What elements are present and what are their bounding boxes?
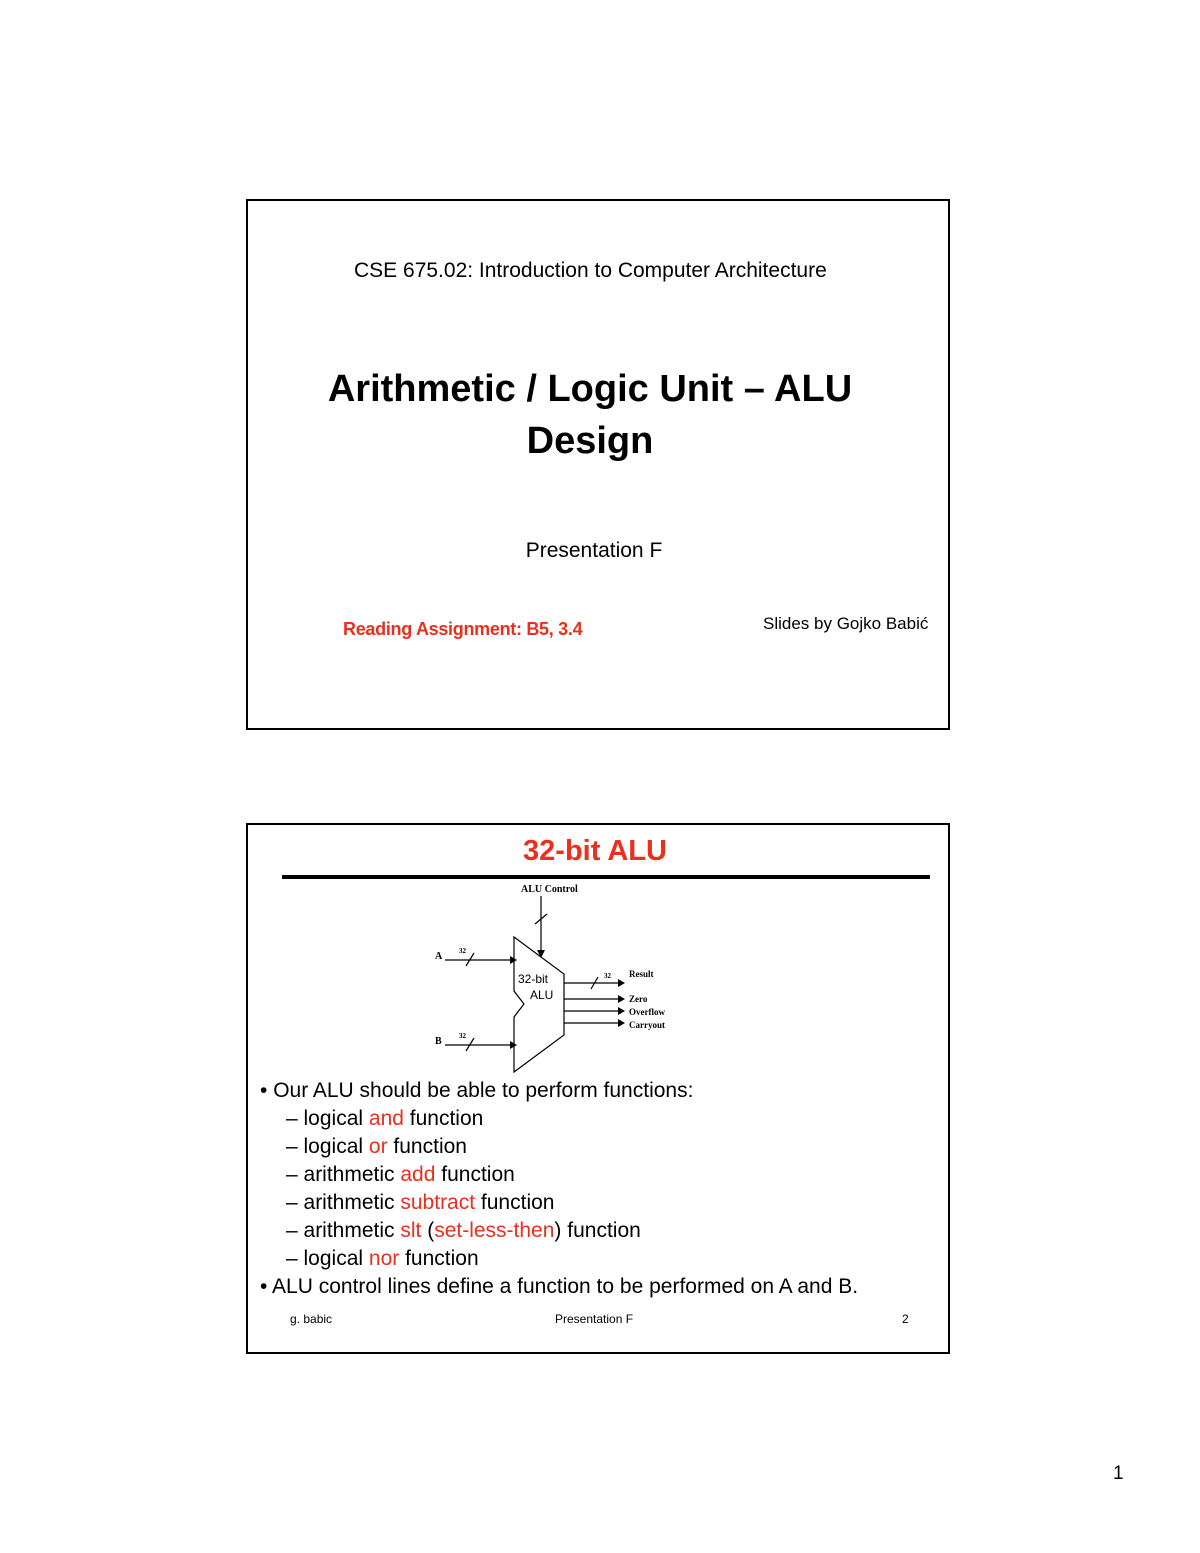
presentation-label: Presentation F [525,539,663,562]
input-b-width: 32 [459,1032,466,1040]
title-rule [282,875,930,879]
alu-label-line-1: 32-bit [518,972,549,986]
list-item: – logical or function [286,1135,467,1158]
result-width: 32 [604,972,611,980]
footer-author: g. babic [290,1312,333,1326]
alu-diagram [418,880,718,1075]
output-zero-label: Zero [629,994,648,1004]
list-item: – logical and function [286,1107,484,1130]
footer-title: Presentation F [555,1312,634,1326]
page-number: 1 [1113,1463,1124,1484]
title-slide [246,199,950,730]
input-a-width: 32 [459,947,466,955]
footer-slide-number: 2 [902,1312,909,1326]
control-label: ALU Control [521,884,578,895]
reading-assignment: Reading Assignment: B5, 3.4 [343,619,583,639]
alu-label-line-2: ALU [530,988,554,1002]
slide-title: 32-bit ALU [523,835,667,867]
author-credit: Slides by Gojko Babić [763,614,929,633]
list-item: – logical nor function [286,1247,479,1270]
title-line-2: Design [526,420,654,462]
alu-shape [514,937,564,1072]
list-item: – arithmetic subtract function [286,1191,555,1214]
bullet-functions: • Our ALU should be able to perform functions: [260,1079,694,1102]
input-a-label: A [435,951,443,962]
list-item: – arithmetic slt (set-less-then) function [286,1219,641,1242]
output-result-label: Result [629,969,654,979]
alu-slide [246,823,950,1354]
input-b-label: B [435,1036,442,1047]
course-name: CSE 675.02: Introduction to Computer Architecture [354,259,827,282]
output-overflow-label: Overflow [629,1007,665,1017]
bullet-control-lines: • ALU control lines define a function to be performed on A and B. [260,1275,859,1298]
function-list [260,1077,858,1301]
output-carryout-label: Carryout [629,1020,665,1030]
slide-title [248,363,932,467]
list-item: – arithmetic add function [286,1163,515,1186]
title-line-1: Arithmetic / Logic Unit – ALU [327,368,853,410]
